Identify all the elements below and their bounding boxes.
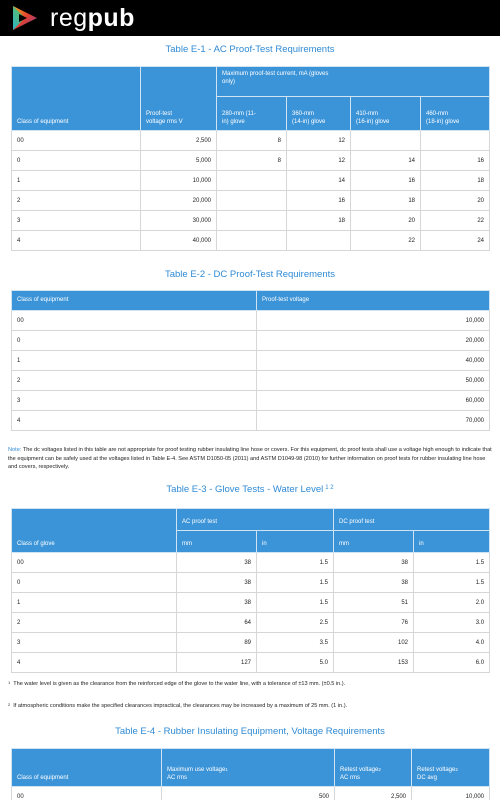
cell-280	[217, 231, 287, 251]
cell-dc-mm: 76	[334, 613, 414, 633]
regpub-logo-icon[interactable]	[10, 3, 40, 33]
footnote-2-mark: 2	[8, 702, 11, 707]
cell-460	[421, 131, 490, 151]
table-row	[12, 411, 490, 431]
table-row	[12, 171, 490, 191]
cell-retest-ac: 2,500	[335, 787, 412, 800]
table-e3-title-footnotes[interactable]: 1 2	[325, 485, 334, 491]
cell-460: 16	[421, 151, 490, 171]
cell-dc-mm: 38	[334, 573, 414, 593]
cell-voltage: 20,000	[257, 331, 490, 351]
header-size-360	[287, 97, 351, 131]
header-dc-mm: mm	[334, 531, 414, 553]
header-retest-ac-text: Retest voltage	[340, 767, 379, 773]
cell-voltage: 5,000	[141, 151, 217, 171]
cell-460: 24	[421, 231, 490, 251]
header-ac-in: in	[257, 531, 334, 553]
cell-dc-in: 2.0	[414, 593, 490, 613]
table-row	[12, 211, 490, 231]
cell-voltage: 40,000	[257, 351, 490, 371]
header-max-use-voltage-unit: AC rms	[167, 775, 187, 781]
table-row	[12, 131, 490, 151]
brand-pub: pub	[87, 4, 135, 32]
cell-460: 22	[421, 211, 490, 231]
cell-ac-in: 2.5	[257, 613, 334, 633]
header-size-280	[217, 97, 287, 131]
cell-ac-mm: 38	[177, 553, 257, 573]
cell-ac-in: 1.5	[257, 553, 334, 573]
cell-ac-mm: 127	[177, 653, 257, 673]
header-proof-test-voltage	[141, 67, 217, 131]
cell-class: 0	[12, 331, 257, 351]
table-e2-title: Table E-2 - DC Proof-Test Requirements	[164, 269, 335, 280]
table-row	[12, 593, 490, 613]
cell-410: 16	[351, 171, 421, 191]
table-row	[12, 351, 490, 371]
cell-dc-in: 1.5	[414, 553, 490, 573]
cell-class: 00	[12, 131, 141, 151]
header-size-360-text: 360-mm (14-in) glove	[292, 111, 326, 125]
header-dc-proof-test: DC proof test	[334, 509, 490, 531]
cell-dc-mm: 153	[334, 653, 414, 673]
table-e4-title: Table E-4 - Rubber Insulating Equipment, Voltage Requirements	[115, 726, 385, 737]
cell-360	[287, 231, 351, 251]
table-e3-title-text: Table E-3 - Glove Tests - Water Level	[166, 484, 324, 495]
header-max-use-voltage	[162, 749, 335, 787]
header-proof-test-voltage: Proof-test voltage	[257, 291, 490, 311]
cell-410	[351, 131, 421, 151]
footnote-1-mark: 1	[8, 680, 11, 685]
cell-class: 2	[12, 613, 177, 633]
cell-class: 3	[12, 391, 257, 411]
cell-voltage: 30,000	[141, 211, 217, 231]
header-size-460-text: 460-mm (18-in) glove	[426, 111, 460, 125]
note-text: The dc voltages listed in this table are not appropriate for proof testing rubber insulating line hose or covers. For this equipment, dc proof tests shall use a voltage high enough to indicate that the equipment can be safely used at the voltages listed in Table E-4. See ASTM D1050-05 (2011) and ASTM D1049-98 (2010) for further information on proof tests for rubber insulating line hose and covers, respectively.	[8, 447, 492, 470]
header-retest-ac	[335, 749, 412, 787]
table-row	[12, 371, 490, 391]
header-class-of-equipment: Class of equipment	[12, 749, 162, 787]
cell-280: 8	[217, 151, 287, 171]
header-size-410	[351, 97, 421, 131]
header-proof-test-voltage-text: Proof-test voltage rms V	[146, 111, 183, 125]
cell-410: 22	[351, 231, 421, 251]
note-paragraph	[8, 446, 492, 472]
table-row	[12, 787, 490, 800]
header-retest-dc-text: Retest voltage	[417, 767, 456, 773]
table-e3-title	[0, 484, 500, 496]
header-max-current-text: Maximum proof-test current, mA (gloves only)	[222, 71, 329, 85]
header-dc-in: in	[414, 531, 490, 553]
cell-dc-in: 6.0	[414, 653, 490, 673]
cell-ac-in: 5.0	[257, 653, 334, 673]
footnote-2-text: If atmospheric conditions make the specified clearances impractical, the clearances may be increased by a maximum of 25 mm. (1 in.).	[13, 703, 348, 709]
cell-dc-mm: 102	[334, 633, 414, 653]
cell-voltage: 2,500	[141, 131, 217, 151]
cell-voltage: 10,000	[257, 311, 490, 331]
cell-360: 16	[287, 191, 351, 211]
cell-460: 20	[421, 191, 490, 211]
cell-class: 4	[12, 653, 177, 673]
table-row	[12, 633, 490, 653]
table-e3	[11, 508, 490, 673]
table-row	[12, 231, 490, 251]
cell-class: 00	[12, 787, 162, 800]
note-label: Note:	[8, 447, 22, 453]
cell-ac-mm: 89	[177, 633, 257, 653]
cell-class: 3	[12, 211, 141, 231]
footnote-1-text: The water level is given as the clearance from the reinforced edge of the glove to the water line, with a tolerance of ±13 mm. (±0.5 in.).	[13, 681, 346, 687]
cell-280	[217, 211, 287, 231]
table-e2	[11, 290, 490, 431]
page-content[interactable]	[0, 36, 500, 800]
footnote-1	[8, 680, 492, 688]
app-bar	[0, 0, 500, 36]
cell-dc-in: 4.0	[414, 633, 490, 653]
brand-name[interactable]	[50, 3, 135, 33]
cell-410: 20	[351, 211, 421, 231]
cell-ac-in: 3.5	[257, 633, 334, 653]
header-size-280-text: 280-mm (11-in) glove	[222, 111, 256, 125]
table-row	[12, 391, 490, 411]
header-class-of-glove: Class of glove	[12, 509, 177, 553]
cell-voltage: 10,000	[141, 171, 217, 191]
cell-ac-in: 1.5	[257, 573, 334, 593]
table-row	[12, 653, 490, 673]
cell-ac-mm: 38	[177, 593, 257, 613]
cell-class: 4	[12, 231, 141, 251]
cell-voltage: 70,000	[257, 411, 490, 431]
header-ac-mm: mm	[177, 531, 257, 553]
table-row	[12, 311, 490, 331]
cell-360: 18	[287, 211, 351, 231]
cell-voltage: 20,000	[141, 191, 217, 211]
header-max-use-voltage-text: Maximum use voltage	[167, 767, 226, 773]
table-row	[12, 553, 490, 573]
cell-360: 12	[287, 131, 351, 151]
header-retest-dc	[412, 749, 490, 787]
header-max-use-voltage-sup[interactable]: 1	[225, 767, 228, 772]
cell-class: 3	[12, 633, 177, 653]
cell-dc-in: 1.5	[414, 573, 490, 593]
cell-class: 2	[12, 191, 141, 211]
cell-class: 0	[12, 573, 177, 593]
header-size-410-text: 410-mm (16-in) glove	[356, 111, 390, 125]
cell-280: 8	[217, 131, 287, 151]
cell-class: 4	[12, 411, 257, 431]
footnote-2	[8, 702, 492, 710]
cell-class: 2	[12, 371, 257, 391]
header-class-of-equipment: Class of equipment	[12, 67, 141, 131]
cell-ac-mm: 38	[177, 573, 257, 593]
cell-class: 1	[12, 171, 141, 191]
header-size-460	[421, 97, 490, 131]
cell-class: 00	[12, 553, 177, 573]
cell-280	[217, 171, 287, 191]
header-retest-ac-sup[interactable]: 2	[378, 767, 381, 772]
table-e1-title: Table E-1 - AC Proof-Test Requirements	[165, 44, 335, 55]
table-row	[12, 573, 490, 593]
cell-voltage: 50,000	[257, 371, 490, 391]
cell-360: 14	[287, 171, 351, 191]
table-row	[12, 613, 490, 633]
cell-460: 18	[421, 171, 490, 191]
cell-ac-mm: 64	[177, 613, 257, 633]
cell-410: 14	[351, 151, 421, 171]
header-class-of-equipment: Class of equipment	[12, 291, 257, 311]
cell-class: 1	[12, 593, 177, 613]
table-e4	[11, 748, 490, 800]
cell-max-use-voltage: 500	[162, 787, 335, 800]
cell-410: 18	[351, 191, 421, 211]
cell-dc-in: 3.0	[414, 613, 490, 633]
cell-voltage: 60,000	[257, 391, 490, 411]
cell-dc-mm: 51	[334, 593, 414, 613]
header-max-current	[217, 67, 490, 97]
header-ac-proof-test: AC proof test	[177, 509, 334, 531]
header-retest-dc-sup[interactable]: 2	[455, 767, 458, 772]
table-row	[12, 331, 490, 351]
cell-voltage: 40,000	[141, 231, 217, 251]
cell-class: 1	[12, 351, 257, 371]
cell-360: 12	[287, 151, 351, 171]
header-retest-ac-unit: AC rms	[340, 775, 360, 781]
cell-class: 0	[12, 151, 141, 171]
brand-reg: reg	[50, 4, 88, 32]
cell-class: 00	[12, 311, 257, 331]
cell-dc-mm: 38	[334, 553, 414, 573]
table-row	[12, 151, 490, 171]
header-retest-dc-unit: DC avg	[417, 775, 438, 781]
cell-retest-dc: 10,000	[412, 787, 490, 800]
table-row	[12, 191, 490, 211]
table-e1	[11, 66, 490, 251]
cell-ac-in: 1.5	[257, 593, 334, 613]
cell-280	[217, 191, 287, 211]
